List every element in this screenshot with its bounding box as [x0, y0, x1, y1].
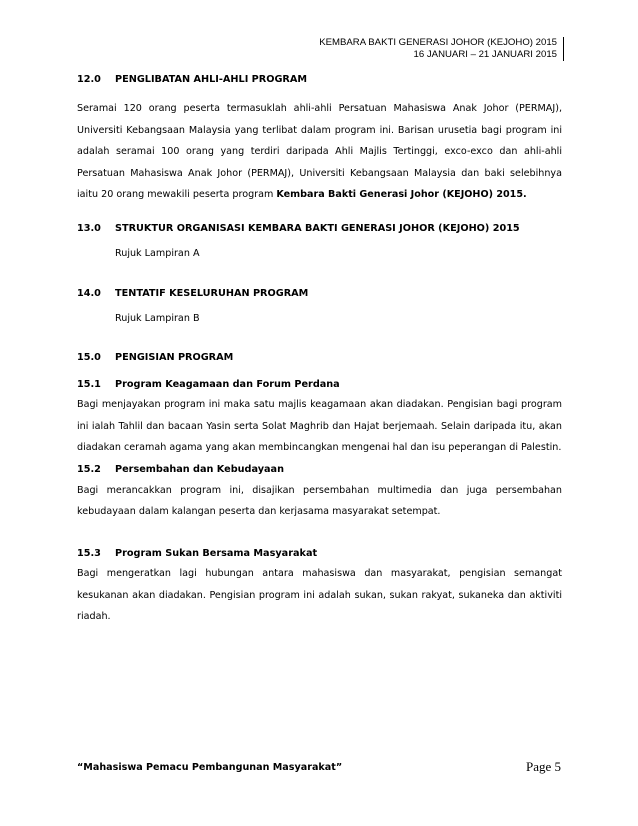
- section-title: STRUKTUR ORGANISASI KEMBARA BAKTI GENERASI JOHOR (KEJOHO) 2015: [115, 222, 520, 234]
- section-title: Persembahan dan Kebudayaan: [115, 463, 284, 475]
- section-title: Program Sukan Bersama Masyarakat: [115, 547, 318, 559]
- section-12-heading: [77, 74, 562, 85]
- section-15-3-heading: [77, 548, 562, 559]
- section-15-2-paragraph: Bagi merancakkan program ini, disajikan persembahan multimedia dan juga persembahan kebudayaan dalam kalangan peserta dan kerjasama masyarakat setempat.: [77, 484, 562, 518]
- section-title: TENTATIF KESELURUHAN PROGRAM: [115, 287, 309, 299]
- section-13-reference: Rujuk Lampiran A: [115, 247, 200, 259]
- section-number: 14.0: [77, 287, 101, 299]
- page-header: [319, 37, 564, 61]
- section-number: 15.2: [77, 463, 101, 475]
- section-15-2-heading: [77, 464, 562, 475]
- section-15-1-heading: [77, 379, 562, 390]
- header-title: KEMBARA BAKTI GENERASI JOHOR (KEJOHO) 2015: [319, 37, 557, 48]
- section-title: PENGLIBATAN AHLI-AHLI PROGRAM: [115, 74, 308, 85]
- section-15-3-paragraph: Bagi mengeratkan lagi hubungan antara mahasiswa dan masyarakat, pengisian semangat kesukanan akan diadakan. Pengisian program ini adalah sukan, sukan rakyat, sukaneka dan aktiviti riadah.: [77, 567, 562, 623]
- section-title: Program Keagamaan dan Forum Perdana: [115, 378, 340, 390]
- section-number: 13.0: [77, 222, 101, 234]
- paragraph-bold-text: Kembara Bakti Generasi Johor (KEJOHO) 2015.: [276, 189, 527, 201]
- section-12-paragraph: [77, 98, 562, 206]
- section-title: PENGISIAN PROGRAM: [115, 351, 234, 363]
- section-15-1-paragraph: Bagi menjayakan program ini maka satu majlis keagamaan akan diadakan. Pengisian bagi program ini ialah Tahlil dan bacaan Yasin serta Solat Maghrib dan Hajat berjemaah. Selain daripada itu, akan diadakan ceramah agama yang akan membincangkan mengenai hal dan isu peperangan di Palestin.: [77, 398, 562, 454]
- header-dates: 16 JANUARI – 21 JANUARI 2015: [413, 49, 557, 60]
- footer-slogan: “Mahasiswa Pemacu Pembangunan Masyarakat”: [77, 762, 343, 773]
- section-15-heading: [77, 352, 562, 363]
- section-13-heading: [77, 223, 562, 234]
- paragraph-text: Seramai 120 orang peserta termasuklah ahli-ahli Persatuan Mahasiswa Anak Johor (PERMAJ), Universiti Kebangsaan Malaysia yang terlibat dalam program ini. Barisan urusetia bagi program ini adalah seramai 100 orang yang terdiri daripada Ahli Majlis Tertinggi, exco-exco dan ahli-ahli Persatuan Mahasiswa Anak Johor (PERMAJ), Universiti Kebangsaan Malaysia dan baki selebihnya iaitu 20 orang mewakili peserta program: [77, 103, 562, 201]
- document-body: [77, 70, 562, 628]
- section-number: 12.0: [77, 74, 101, 85]
- section-number: 15.0: [77, 351, 101, 363]
- section-14-reference: Rujuk Lampiran B: [115, 312, 200, 324]
- section-number: 15.3: [77, 547, 101, 559]
- page-number: Page 5: [525, 759, 561, 774]
- section-14-heading: [77, 288, 562, 299]
- section-number: 15.1: [77, 378, 101, 390]
